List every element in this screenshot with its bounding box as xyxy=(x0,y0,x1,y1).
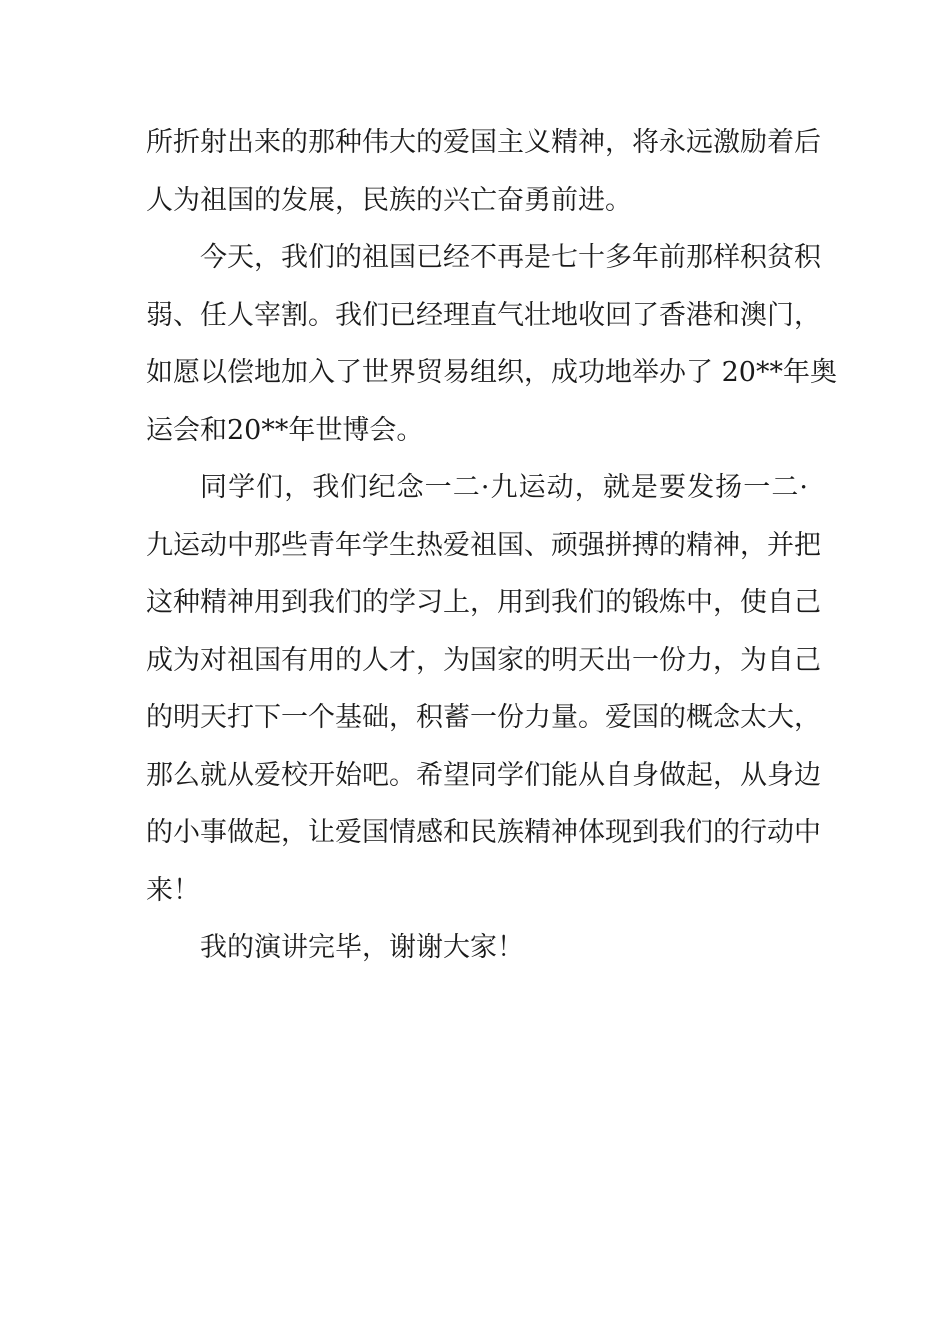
paragraph-3-line-5: 的明天打下一个基础，积蓄一份力量。爱国的概念太大， xyxy=(146,702,821,733)
paragraph-1-line-2: 人为祖国的发展，民族的兴亡奋勇前进。 xyxy=(146,184,632,216)
paragraph-3-line-2: 九运动中那些青年学生热爱祖国、顽强拼搏的精神，并把 xyxy=(146,529,821,561)
paragraph-3-line-1: 同学们，我们纪念一二·九运动，就是要发扬一二· xyxy=(200,472,808,503)
speech-text-body xyxy=(146,114,837,977)
paragraph-3-line-3: 这种精神用到我们的学习上，用到我们的锻炼中，使自己 xyxy=(146,587,821,618)
paragraph-3-line-6: 那么就从爱校开始吧。希望同学们能从自身做起，从身边 xyxy=(146,759,821,791)
paragraph-4-line-1: 我的演讲完毕，谢谢大家！ xyxy=(200,932,524,963)
paragraph-1-line-1: 所折射出来的那种伟大的爱国主义精神，将永远激励着后 xyxy=(146,127,821,158)
paragraph-2-line-2: 弱、任人宰割。我们已经理直气壮地收回了香港和澳门， xyxy=(146,299,821,331)
paragraph-2-line-4: 运会和20**年世博会。 xyxy=(146,414,424,446)
paragraph-3-line-4: 成为对祖国有用的人才，为国家的明天出一份力，为自己 xyxy=(146,644,821,676)
paragraph-2-line-1: 今天，我们的祖国已经不再是七十多年前那样积贫积 xyxy=(200,242,821,273)
paragraph-2-line-3: 如愿以偿地加入了世界贸易组织，成功地举办了 20**年奥 xyxy=(146,357,837,388)
paragraph-3-line-8: 来！ xyxy=(146,874,200,906)
paragraph-3-line-7: 的小事做起，让爱国情感和民族精神体现到我们的行动中 xyxy=(146,817,821,848)
